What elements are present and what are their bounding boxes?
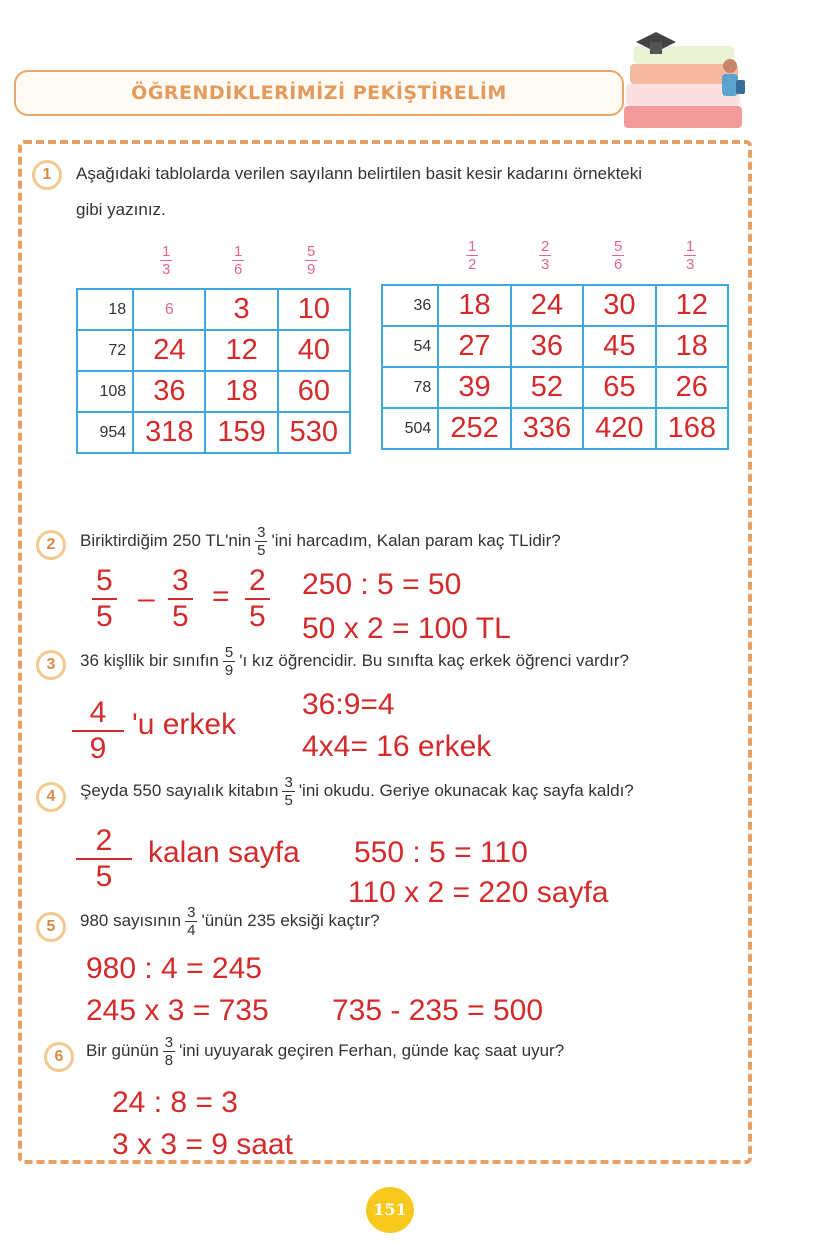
- table-row: [77, 371, 350, 412]
- q6-fraction: $\frac{3}{8}$: [164, 1034, 174, 1069]
- answer-cell: 252: [438, 408, 510, 449]
- hw-equals: =: [212, 580, 230, 613]
- q4-text: Şeyda 550 sayıalık kitabın $\frac{3}{5}$ 'ini okudu. Geriye okunacak kaç sayfa kaldı?: [80, 774, 634, 809]
- hw-line: 245 x 3 = 735: [86, 994, 269, 1027]
- example-cell: 6: [133, 289, 205, 330]
- answer-cell: 65: [583, 367, 655, 408]
- page-title: ÖĞRENDİKLERİMİZİ PEKİŞTİRELİM: [131, 82, 507, 104]
- q2-fraction: $\frac{3}{5}$: [257, 524, 266, 559]
- hw-fraction: 2 5: [245, 564, 270, 634]
- answer-cell: 36: [511, 326, 583, 367]
- answer-cell: 318: [133, 412, 205, 453]
- hw-fraction: 2 5: [76, 824, 132, 894]
- answer-cell: 12: [205, 330, 277, 371]
- answer-cell: 18: [656, 326, 728, 367]
- table-row: [382, 367, 728, 408]
- answer-cell: 39: [438, 367, 510, 408]
- answer-cell: 36: [133, 371, 205, 412]
- answer-cell: 30: [583, 285, 655, 326]
- t2-header-frac: $\frac{2}{3}$: [541, 238, 550, 273]
- answer-cell: 336: [511, 408, 583, 449]
- answer-cell: 24: [511, 285, 583, 326]
- hw-fraction: 5 5: [92, 564, 117, 634]
- answer-cell: 3: [205, 289, 277, 330]
- answer-cell: 24: [133, 330, 205, 371]
- fraction-table-2: [381, 284, 729, 450]
- q5-text: 980 sayısının $\frac{3}{4}$ 'ünün 235 eksiği kaçtır?: [80, 904, 380, 939]
- question-number-2: 2: [36, 530, 66, 560]
- hw-line: 24 : 8 = 3: [112, 1086, 238, 1119]
- answer-cell: 52: [511, 367, 583, 408]
- answer-cell: 168: [656, 408, 728, 449]
- row-label: 36: [382, 285, 438, 326]
- hw-line: 735 - 235 = 500: [332, 994, 544, 1027]
- t2-header-frac: $\frac{1}{2}$: [468, 238, 477, 273]
- table-row: [382, 326, 728, 367]
- row-label: 954: [77, 412, 133, 453]
- question-number-5: 5: [36, 912, 66, 942]
- answer-cell: 26: [656, 367, 728, 408]
- hw-answer-text: 'u erkek: [132, 708, 237, 741]
- row-label: 72: [77, 330, 133, 371]
- answer-cell: 10: [278, 289, 350, 330]
- t2-header-frac: $\frac{1}{3}$: [686, 238, 695, 273]
- q2-text: Biriktirdiğim 250 TL'nin $\frac{3}{5}$ 'ini harcadım, Kalan param kaç TLidir?: [80, 524, 561, 559]
- table-row: [77, 330, 350, 371]
- table-row: [77, 289, 350, 330]
- hw-fraction: 4 9: [72, 696, 124, 766]
- t1-header-frac: $\frac{1}{6}$: [234, 243, 243, 278]
- answer-cell: 18: [438, 285, 510, 326]
- row-label: 108: [77, 371, 133, 412]
- q5-fraction: $\frac{3}{4}$: [187, 904, 196, 939]
- hw-answer-text: kalan sayfa: [148, 836, 300, 869]
- answer-cell: 27: [438, 326, 510, 367]
- table-row: [382, 285, 728, 326]
- q6-text: Bir günün $\frac{3}{8}$ 'ini uyuyarak geçiren Ferhan, günde kaç saat uyur?: [86, 1034, 565, 1069]
- t1-header-frac: $\frac{1}{3}$: [162, 243, 171, 278]
- answer-cell: 159: [205, 412, 277, 453]
- question-number-4: 4: [36, 782, 66, 812]
- q4-fraction: $\frac{3}{5}$: [284, 774, 293, 809]
- q3-text: 36 kişllik bir sınıfın $\frac{5}{9}$ 'ı kız öğrencidir. Bu sınıfta kaç erkek öğrenci vardır?: [80, 644, 630, 679]
- row-label: 54: [382, 326, 438, 367]
- question-number-6: 6: [44, 1042, 74, 1072]
- fraction-table-1: [76, 288, 351, 454]
- question-number-3: 3: [36, 650, 66, 680]
- q1-text-line2: gibi yazınız.: [76, 200, 166, 219]
- hw-line: 50 x 2 = 100 TL: [302, 612, 511, 645]
- hw-fraction: 3 5: [168, 564, 193, 634]
- answer-cell: 530: [278, 412, 350, 453]
- question-number-1: 1: [32, 160, 62, 190]
- t1-header-frac: $\frac{5}{9}$: [307, 243, 316, 278]
- hw-line: 550 : 5 = 110: [354, 836, 528, 869]
- page-number: 151: [366, 1187, 414, 1233]
- hw-line: 250 : 5 = 50: [302, 568, 462, 601]
- table-row: [77, 412, 350, 453]
- hw-line: 3 x 3 = 9 saat: [112, 1128, 293, 1161]
- q1-text-line1: Aşağıdaki tablolarda verilen sayılann belirtilen basit kesir kadarını örnekteki: [76, 164, 643, 183]
- table-row: [382, 408, 728, 449]
- hw-line: 36:9=4: [302, 688, 395, 721]
- answer-cell: 18: [205, 371, 277, 412]
- answer-cell: 12: [656, 285, 728, 326]
- hw-line: 4x4= 16 erkek: [302, 730, 492, 763]
- q3-fraction: $\frac{5}{9}$: [224, 644, 234, 679]
- answer-cell: 40: [278, 330, 350, 371]
- answer-cell: 45: [583, 326, 655, 367]
- hw-minus: –: [138, 582, 155, 615]
- row-label: 504: [382, 408, 438, 449]
- row-label: 18: [77, 289, 133, 330]
- books-illustration: [612, 22, 762, 140]
- row-label: 78: [382, 367, 438, 408]
- answer-cell: 60: [278, 371, 350, 412]
- hw-line: 980 : 4 = 245: [86, 952, 262, 985]
- hw-line: 110 x 2 = 220 sayfa: [348, 876, 609, 909]
- t2-header-frac: $\frac{5}{6}$: [614, 238, 623, 273]
- answer-cell: 420: [583, 408, 655, 449]
